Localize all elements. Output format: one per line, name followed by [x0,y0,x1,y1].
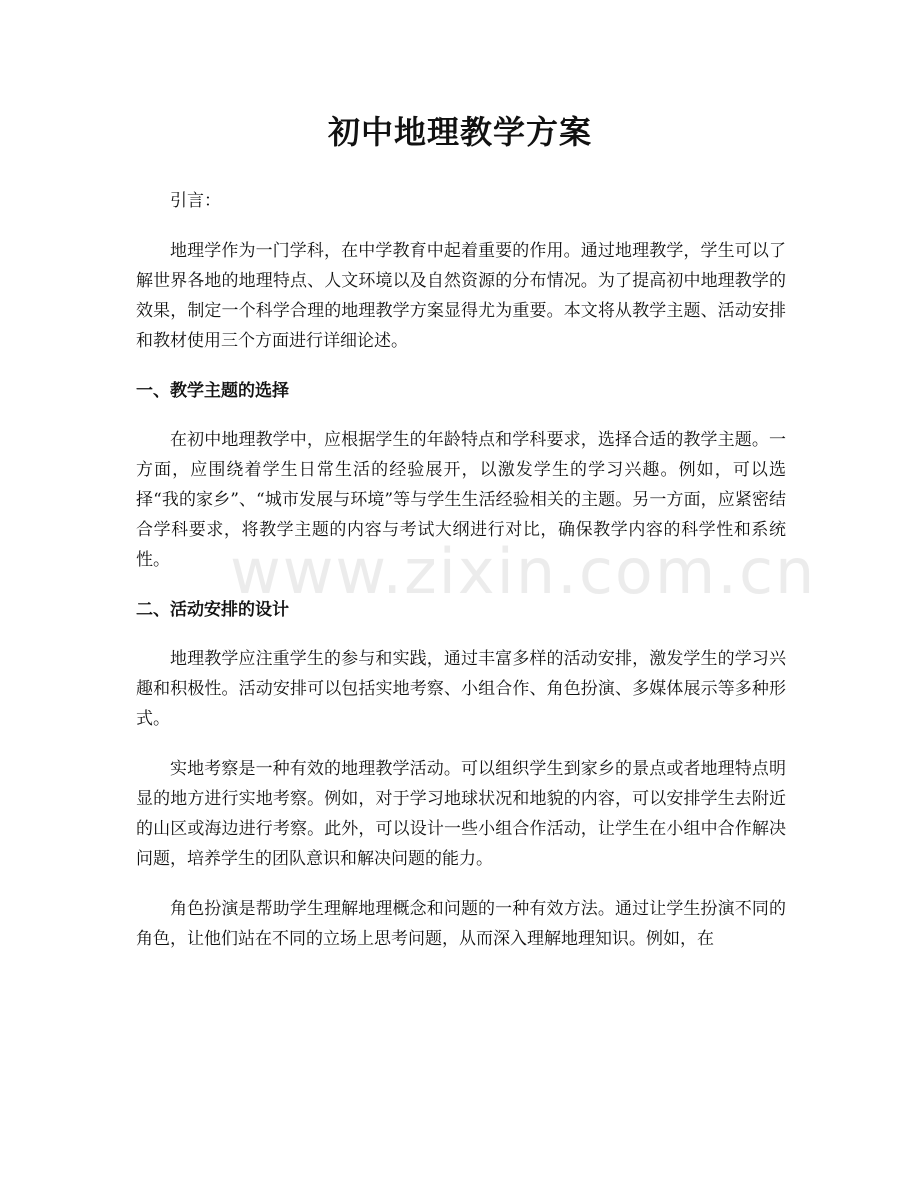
section-heading-1: 一、教学主题的选择 [136,381,289,401]
page-title: 初中地理教学方案 [327,113,592,151]
intro-label: 引言： [170,191,221,211]
watermark: www.zixin.com.cn [230,535,817,608]
section-2-paragraph-1: 地理教学应注重学生的参与和实践，通过丰富多样的活动安排，激发学生的学习兴趣和积极性。活动安排可以包括实地考察、小组合作、角色扮演、多媒体展示等多种形式。 [136,649,786,729]
intro-paragraph: 地理学作为一门学科，在中学教育中起着重要的作用。通过地理教学，学生可以了解世界各地的地理特点、人文环境以及自然资源的分布情况。为了提高初中地理教学的效果，制定一个科学合理的地理教学方案显得尤为重要。本文将从教学主题、活动安排和教材使用三个方面进行详细论述。 [136,241,786,351]
section-1-paragraph: 在初中地理教学中，应根据学生的年龄特点和学科要求，选择合适的教学主题。一方面，应围绕着学生日常生活的经验展开，以激发学生的学习兴趣。例如，可以选择“我的家乡”、“城市发展与环境”等与学生生活经验相关的主题。另一方面，应紧密结合学科要求，将教学主题的内容与考试大纲进行对比，确保教学内容的科学性和系统性。 [136,430,786,570]
section-2-paragraph-3: 角色扮演是帮助学生理解地理概念和问题的一种有效方法。通过让学生扮演不同的角色，让他们站在不同的立场上思考问题，从而深入理解地理知识。例如，在 [136,899,786,949]
document-body [136,186,786,974]
section-heading-2: 二、活动安排的设计 [136,600,289,620]
section-2-paragraph-2: 实地考察是一种有效的地理教学活动。可以组织学生到家乡的景点或者地理特点明显的地方进行实地考察。例如，对于学习地球状况和地貌的内容，可以安排学生去附近的山区或海边进行考察。此外，可以设计一些小组合作活动，让学生在小组中合作解决问题，培养学生的团队意识和解决问题的能力。 [136,759,786,869]
